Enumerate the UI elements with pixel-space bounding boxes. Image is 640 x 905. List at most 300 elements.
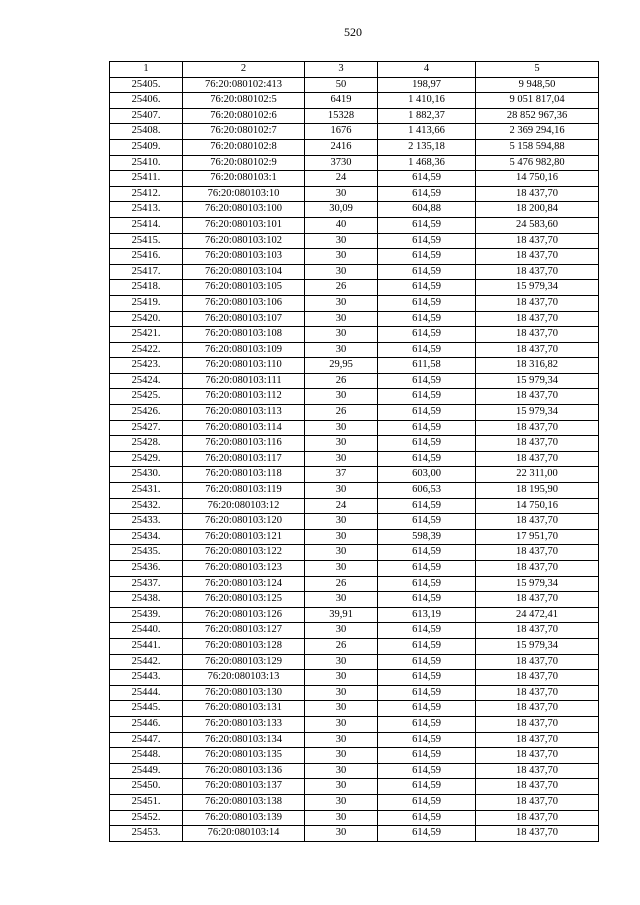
row-number-cell: 25442.: [110, 654, 183, 670]
cadastral-number-cell: 76:20:080103:138: [183, 794, 305, 810]
row-number-cell: 25447.: [110, 732, 183, 748]
row-number-cell: 25437.: [110, 576, 183, 592]
area-cell: 30: [305, 389, 378, 405]
table-row: [110, 264, 599, 280]
cadastral-number-cell: 76:20:080103:122: [183, 545, 305, 561]
table-row: [110, 233, 599, 249]
row-number-cell: 25453.: [110, 826, 183, 842]
rate-cell: 614,59: [378, 436, 476, 452]
area-cell: 30: [305, 732, 378, 748]
cadastral-number-cell: 76:20:080103:101: [183, 217, 305, 233]
area-cell: 30: [305, 716, 378, 732]
area-cell: 29,95: [305, 358, 378, 374]
value-cell: 2 369 294,16: [476, 124, 599, 140]
cadastral-number-cell: 76:20:080103:119: [183, 483, 305, 499]
rate-cell: 604,88: [378, 202, 476, 218]
rate-cell: 614,59: [378, 498, 476, 514]
area-cell: 30: [305, 779, 378, 795]
cadastral-number-cell: 76:20:080103:127: [183, 623, 305, 639]
cadastral-number-cell: 76:20:080103:118: [183, 467, 305, 483]
column-header: 2: [183, 62, 305, 78]
rate-cell: 614,59: [378, 670, 476, 686]
table-row: [110, 155, 599, 171]
rate-cell: 614,59: [378, 295, 476, 311]
value-cell: 18 437,70: [476, 342, 599, 358]
table-row: [110, 685, 599, 701]
row-number-cell: 25433.: [110, 514, 183, 530]
cadastral-number-cell: 76:20:080103:111: [183, 373, 305, 389]
value-cell: 18 437,70: [476, 514, 599, 530]
cadastral-number-cell: 76:20:080102:7: [183, 124, 305, 140]
rate-cell: 614,59: [378, 576, 476, 592]
rate-cell: 614,59: [378, 233, 476, 249]
value-cell: 18 437,70: [476, 810, 599, 826]
value-cell: 18 200,84: [476, 202, 599, 218]
table-row: [110, 202, 599, 218]
area-cell: 30: [305, 794, 378, 810]
table-row: [110, 77, 599, 93]
cadastral-number-cell: 76:20:080103:121: [183, 529, 305, 545]
cadastral-number-cell: 76:20:080103:112: [183, 389, 305, 405]
value-cell: 17 951,70: [476, 529, 599, 545]
area-cell: 30: [305, 592, 378, 608]
table-row: [110, 561, 599, 577]
row-number-cell: 25431.: [110, 483, 183, 499]
row-number-cell: 25441.: [110, 638, 183, 654]
table-row: [110, 295, 599, 311]
cadastral-number-cell: 76:20:080103:120: [183, 514, 305, 530]
value-cell: 18 437,70: [476, 311, 599, 327]
value-cell: 24 583,60: [476, 217, 599, 233]
row-number-cell: 25412.: [110, 186, 183, 202]
registry-table: [109, 61, 599, 842]
table-row: [110, 670, 599, 686]
row-number-cell: 25451.: [110, 794, 183, 810]
value-cell: 18 437,70: [476, 779, 599, 795]
cadastral-number-cell: 76:20:080103:107: [183, 311, 305, 327]
table-row: [110, 389, 599, 405]
rate-cell: 614,59: [378, 638, 476, 654]
table-row: [110, 794, 599, 810]
value-cell: 18 195,90: [476, 483, 599, 499]
rate-cell: 198,97: [378, 77, 476, 93]
area-cell: 30: [305, 654, 378, 670]
rate-cell: 614,59: [378, 186, 476, 202]
page-number: 520: [344, 25, 362, 39]
row-number-cell: 25416.: [110, 249, 183, 265]
area-cell: 15328: [305, 108, 378, 124]
cadastral-number-cell: 76:20:080103:13: [183, 670, 305, 686]
row-number-cell: 25419.: [110, 295, 183, 311]
value-cell: 18 437,70: [476, 389, 599, 405]
table-row: [110, 716, 599, 732]
row-number-cell: 25444.: [110, 685, 183, 701]
value-cell: 18 437,70: [476, 794, 599, 810]
area-cell: 30: [305, 748, 378, 764]
area-cell: 30: [305, 342, 378, 358]
cadastral-number-cell: 76:20:080103:110: [183, 358, 305, 374]
area-cell: 30: [305, 529, 378, 545]
table-row: [110, 483, 599, 499]
row-number-cell: 25446.: [110, 716, 183, 732]
table-row: [110, 327, 599, 343]
cadastral-number-cell: 76:20:080102:413: [183, 77, 305, 93]
rate-cell: 614,59: [378, 748, 476, 764]
row-number-cell: 25432.: [110, 498, 183, 514]
row-number-cell: 25438.: [110, 592, 183, 608]
row-number-cell: 25450.: [110, 779, 183, 795]
cadastral-number-cell: 76:20:080103:139: [183, 810, 305, 826]
rate-cell: 614,59: [378, 171, 476, 187]
area-cell: 30: [305, 561, 378, 577]
rate-cell: 614,59: [378, 327, 476, 343]
rate-cell: 614,59: [378, 311, 476, 327]
area-cell: 30: [305, 436, 378, 452]
row-number-cell: 25422.: [110, 342, 183, 358]
area-cell: 37: [305, 467, 378, 483]
area-cell: 24: [305, 171, 378, 187]
cadastral-number-cell: 76:20:080103:12: [183, 498, 305, 514]
area-cell: 30: [305, 670, 378, 686]
area-cell: 26: [305, 576, 378, 592]
rate-cell: 614,59: [378, 794, 476, 810]
value-cell: 18 437,70: [476, 623, 599, 639]
rate-cell: 2 135,18: [378, 139, 476, 155]
value-cell: 18 437,70: [476, 451, 599, 467]
row-number-cell: 25425.: [110, 389, 183, 405]
area-cell: 30: [305, 233, 378, 249]
row-number-cell: 25421.: [110, 327, 183, 343]
value-cell: 15 979,34: [476, 280, 599, 296]
rate-cell: 614,59: [378, 716, 476, 732]
rate-cell: 614,59: [378, 810, 476, 826]
value-cell: 18 437,70: [476, 763, 599, 779]
area-cell: 3730: [305, 155, 378, 171]
row-number-cell: 25423.: [110, 358, 183, 374]
row-number-cell: 25420.: [110, 311, 183, 327]
value-cell: 15 979,34: [476, 576, 599, 592]
table-row: [110, 810, 599, 826]
value-cell: 9 051 817,04: [476, 93, 599, 109]
column-header: 1: [110, 62, 183, 78]
value-cell: 5 476 982,80: [476, 155, 599, 171]
value-cell: 18 437,70: [476, 561, 599, 577]
row-number-cell: 25410.: [110, 155, 183, 171]
cadastral-number-cell: 76:20:080103:116: [183, 436, 305, 452]
table-row: [110, 592, 599, 608]
table-row: [110, 732, 599, 748]
column-header: 3: [305, 62, 378, 78]
rate-cell: 614,59: [378, 389, 476, 405]
row-number-cell: 25424.: [110, 373, 183, 389]
rate-cell: 614,59: [378, 545, 476, 561]
cadastral-number-cell: 76:20:080103:136: [183, 763, 305, 779]
value-cell: 18 437,70: [476, 545, 599, 561]
value-cell: 15 979,34: [476, 373, 599, 389]
value-cell: 18 437,70: [476, 327, 599, 343]
cadastral-number-cell: 76:20:080103:105: [183, 280, 305, 296]
row-number-cell: 25443.: [110, 670, 183, 686]
table-row: [110, 342, 599, 358]
cadastral-number-cell: 76:20:080103:114: [183, 420, 305, 436]
rate-cell: 614,59: [378, 514, 476, 530]
area-cell: 30: [305, 451, 378, 467]
area-cell: 30: [305, 623, 378, 639]
cadastral-number-cell: 76:20:080103:113: [183, 405, 305, 421]
rate-cell: 614,59: [378, 779, 476, 795]
rate-cell: 606,53: [378, 483, 476, 499]
row-number-cell: 25418.: [110, 280, 183, 296]
table-row: [110, 779, 599, 795]
value-cell: 18 437,70: [476, 670, 599, 686]
rate-cell: 614,59: [378, 654, 476, 670]
rate-cell: 614,59: [378, 732, 476, 748]
value-cell: 18 437,70: [476, 592, 599, 608]
rate-cell: 598,39: [378, 529, 476, 545]
value-cell: 18 437,70: [476, 233, 599, 249]
table-row: [110, 139, 599, 155]
table-row: [110, 311, 599, 327]
rate-cell: 1 468,36: [378, 155, 476, 171]
table-row: [110, 451, 599, 467]
area-cell: 30: [305, 483, 378, 499]
area-cell: 39,91: [305, 607, 378, 623]
value-cell: 14 750,16: [476, 171, 599, 187]
table-row: [110, 514, 599, 530]
table-row: [110, 701, 599, 717]
area-cell: 50: [305, 77, 378, 93]
rate-cell: 614,59: [378, 763, 476, 779]
row-number-cell: 25430.: [110, 467, 183, 483]
rate-cell: 603,00: [378, 467, 476, 483]
cadastral-number-cell: 76:20:080103:103: [183, 249, 305, 265]
rate-cell: 614,59: [378, 561, 476, 577]
table-row: [110, 186, 599, 202]
value-cell: 18 437,70: [476, 826, 599, 842]
table-row: [110, 623, 599, 639]
value-cell: 18 437,70: [476, 654, 599, 670]
table-row: [110, 93, 599, 109]
row-number-cell: 25426.: [110, 405, 183, 421]
row-number-cell: 25449.: [110, 763, 183, 779]
area-cell: 30: [305, 311, 378, 327]
cadastral-number-cell: 76:20:080103:131: [183, 701, 305, 717]
row-number-cell: 25405.: [110, 77, 183, 93]
row-number-cell: 25436.: [110, 561, 183, 577]
area-cell: 26: [305, 638, 378, 654]
rate-cell: 1 413,66: [378, 124, 476, 140]
table-row: [110, 576, 599, 592]
table-body: [110, 77, 599, 841]
area-cell: 30: [305, 327, 378, 343]
row-number-cell: 25452.: [110, 810, 183, 826]
value-cell: 18 437,70: [476, 748, 599, 764]
rate-cell: 614,59: [378, 701, 476, 717]
table-row: [110, 358, 599, 374]
table-row: [110, 108, 599, 124]
cadastral-number-cell: 76:20:080103:1: [183, 171, 305, 187]
table-row: [110, 171, 599, 187]
cadastral-number-cell: 76:20:080103:124: [183, 576, 305, 592]
cadastral-number-cell: 76:20:080103:100: [183, 202, 305, 218]
table-row: [110, 280, 599, 296]
rate-cell: 614,59: [378, 685, 476, 701]
value-cell: 18 316,82: [476, 358, 599, 374]
area-cell: 30: [305, 763, 378, 779]
area-cell: 30: [305, 545, 378, 561]
value-cell: 18 437,70: [476, 701, 599, 717]
area-cell: 30: [305, 810, 378, 826]
area-cell: 30: [305, 295, 378, 311]
row-number-cell: 25428.: [110, 436, 183, 452]
value-cell: 18 437,70: [476, 295, 599, 311]
cadastral-number-cell: 76:20:080103:133: [183, 716, 305, 732]
value-cell: 18 437,70: [476, 264, 599, 280]
area-cell: 1676: [305, 124, 378, 140]
row-number-cell: 25408.: [110, 124, 183, 140]
row-number-cell: 25411.: [110, 171, 183, 187]
cadastral-number-cell: 76:20:080103:134: [183, 732, 305, 748]
rate-cell: 1 410,16: [378, 93, 476, 109]
cadastral-number-cell: 76:20:080103:125: [183, 592, 305, 608]
area-cell: 26: [305, 280, 378, 296]
area-cell: 2416: [305, 139, 378, 155]
cadastral-number-cell: 76:20:080103:117: [183, 451, 305, 467]
cadastral-number-cell: 76:20:080103:108: [183, 327, 305, 343]
cadastral-number-cell: 76:20:080102:5: [183, 93, 305, 109]
area-cell: 26: [305, 373, 378, 389]
row-number-cell: 25406.: [110, 93, 183, 109]
table-row: [110, 545, 599, 561]
cadastral-number-cell: 76:20:080103:129: [183, 654, 305, 670]
row-number-cell: 25415.: [110, 233, 183, 249]
value-cell: 18 437,70: [476, 716, 599, 732]
value-cell: 15 979,34: [476, 405, 599, 421]
row-number-cell: 25417.: [110, 264, 183, 280]
rate-cell: 614,59: [378, 592, 476, 608]
cadastral-number-cell: 76:20:080103:102: [183, 233, 305, 249]
rate-cell: 614,59: [378, 264, 476, 280]
cadastral-number-cell: 76:20:080103:14: [183, 826, 305, 842]
value-cell: 18 437,70: [476, 420, 599, 436]
value-cell: 24 472,41: [476, 607, 599, 623]
row-number-cell: 25429.: [110, 451, 183, 467]
area-cell: 30: [305, 826, 378, 842]
cadastral-number-cell: 76:20:080102:8: [183, 139, 305, 155]
cadastral-number-cell: 76:20:080103:123: [183, 561, 305, 577]
area-cell: 6419: [305, 93, 378, 109]
cadastral-number-cell: 76:20:080103:128: [183, 638, 305, 654]
table-row: [110, 467, 599, 483]
value-cell: 18 437,70: [476, 249, 599, 265]
rate-cell: 614,59: [378, 249, 476, 265]
table-row: [110, 826, 599, 842]
row-number-cell: 25434.: [110, 529, 183, 545]
area-cell: 30: [305, 701, 378, 717]
table-row: [110, 373, 599, 389]
area-cell: 30,09: [305, 202, 378, 218]
cadastral-number-cell: 76:20:080103:104: [183, 264, 305, 280]
value-cell: 18 437,70: [476, 186, 599, 202]
area-cell: 30: [305, 249, 378, 265]
row-number-cell: 25440.: [110, 623, 183, 639]
table-row: [110, 124, 599, 140]
value-cell: 18 437,70: [476, 685, 599, 701]
row-number-cell: 25445.: [110, 701, 183, 717]
table-row: [110, 638, 599, 654]
table-row: [110, 748, 599, 764]
area-cell: 30: [305, 685, 378, 701]
rate-cell: 614,59: [378, 623, 476, 639]
rate-cell: 1 882,37: [378, 108, 476, 124]
rate-cell: 614,59: [378, 373, 476, 389]
table-header-row: [110, 62, 599, 78]
value-cell: 15 979,34: [476, 638, 599, 654]
table-row: [110, 436, 599, 452]
row-number-cell: 25409.: [110, 139, 183, 155]
cadastral-number-cell: 76:20:080103:109: [183, 342, 305, 358]
area-cell: 26: [305, 405, 378, 421]
area-cell: 24: [305, 498, 378, 514]
row-number-cell: 25427.: [110, 420, 183, 436]
value-cell: 18 437,70: [476, 732, 599, 748]
table-row: [110, 763, 599, 779]
value-cell: 5 158 594,88: [476, 139, 599, 155]
table-row: [110, 498, 599, 514]
rate-cell: 614,59: [378, 280, 476, 296]
cadastral-number-cell: 76:20:080103:137: [183, 779, 305, 795]
cadastral-number-cell: 76:20:080103:135: [183, 748, 305, 764]
value-cell: 18 437,70: [476, 436, 599, 452]
row-number-cell: 25414.: [110, 217, 183, 233]
cadastral-number-cell: 76:20:080103:10: [183, 186, 305, 202]
row-number-cell: 25435.: [110, 545, 183, 561]
cadastral-number-cell: 76:20:080102:9: [183, 155, 305, 171]
rate-cell: 614,59: [378, 405, 476, 421]
area-cell: 30: [305, 264, 378, 280]
cadastral-number-cell: 76:20:080103:106: [183, 295, 305, 311]
column-header: 5: [476, 62, 599, 78]
row-number-cell: 25407.: [110, 108, 183, 124]
value-cell: 14 750,16: [476, 498, 599, 514]
cadastral-number-cell: 76:20:080103:126: [183, 607, 305, 623]
rate-cell: 614,59: [378, 451, 476, 467]
area-cell: 40: [305, 217, 378, 233]
value-cell: 28 852 967,36: [476, 108, 599, 124]
area-cell: 30: [305, 186, 378, 202]
cadastral-number-cell: 76:20:080102:6: [183, 108, 305, 124]
rate-cell: 611,58: [378, 358, 476, 374]
area-cell: 30: [305, 420, 378, 436]
row-number-cell: 25448.: [110, 748, 183, 764]
table-row: [110, 405, 599, 421]
area-cell: 30: [305, 514, 378, 530]
row-number-cell: 25439.: [110, 607, 183, 623]
table-row: [110, 654, 599, 670]
value-cell: 9 948,50: [476, 77, 599, 93]
column-header: 4: [378, 62, 476, 78]
rate-cell: 614,59: [378, 217, 476, 233]
row-number-cell: 25413.: [110, 202, 183, 218]
rate-cell: 614,59: [378, 420, 476, 436]
table-row: [110, 607, 599, 623]
table-row: [110, 249, 599, 265]
table-row: [110, 529, 599, 545]
value-cell: 22 311,00: [476, 467, 599, 483]
table-row: [110, 217, 599, 233]
rate-cell: 613,19: [378, 607, 476, 623]
cadastral-number-cell: 76:20:080103:130: [183, 685, 305, 701]
